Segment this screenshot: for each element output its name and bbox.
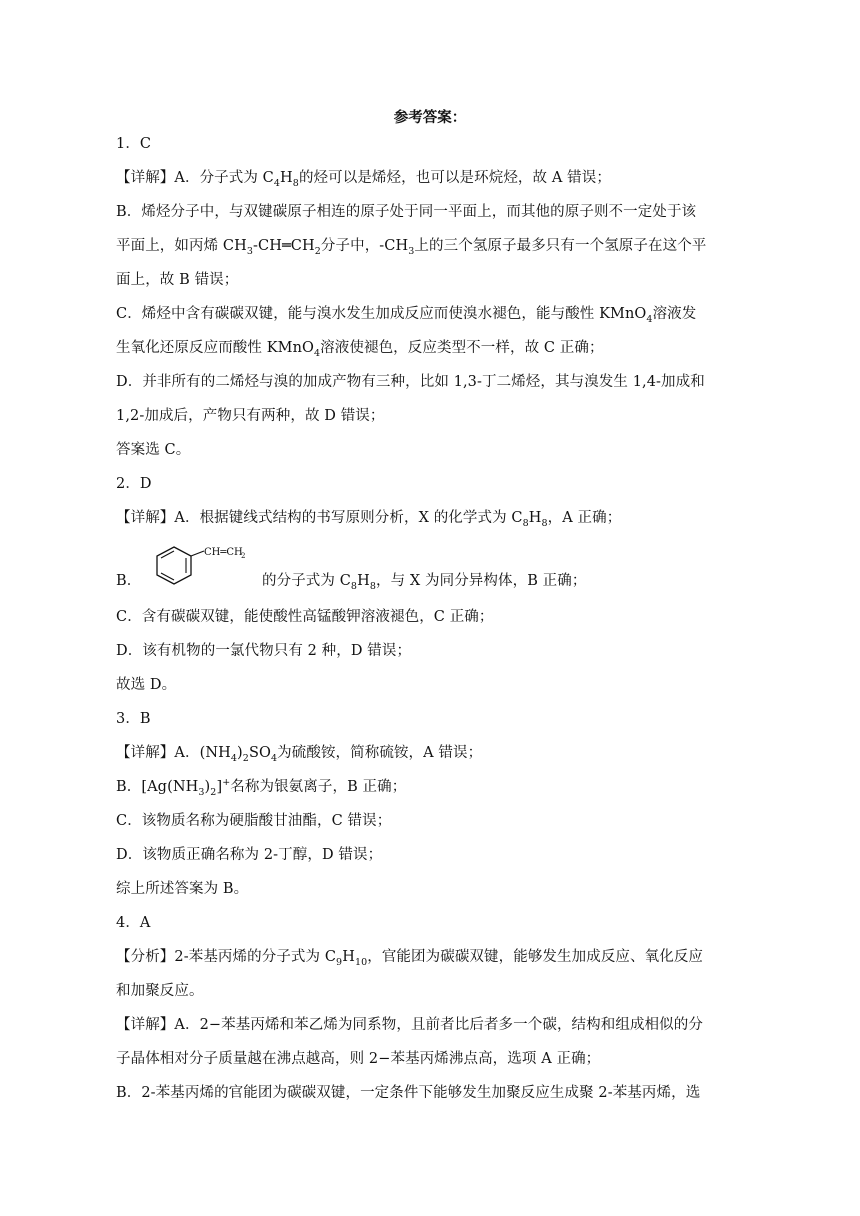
answer-3-detail-a: 【详解】A．$(NH_4)_2SO_4$为硫酸铵，简称硫铵，A 错误； [116,745,483,764]
answer-4-detail-a-line2: 子晶体相对分子质量越在沸点越高，则 2−苯基丙烯沸点高，选项 A 正确； [116,1051,601,1067]
answer-1-detail-a: 【详解】A．分子式为 $C_4H_8$的烃可以是烯烃，也可以是环烷烃，故 A 错误； [116,170,611,189]
answer-3-detail-b: B．$[Ag(NH_3)_2]^+$名称为银氨离子，B 正确； [116,777,407,798]
answer-1-detail-c-line2: 生氧化还原反应而酸性 KMnO$_4$溶液使褪色，反应类型不一样，故 C 正确； [116,340,604,359]
answer-1-detail-d-line2: 1,2-加成后，产物只有两种，故 D 错误； [116,408,385,424]
answer-1-detail-b-line2: 平面上，如丙烯 $CH_3-CH═CH_2$分子中，$-CH_3$上的三个氢原子最多只有一个氢原子在这个平 [116,238,707,257]
answer-2-detail-c: C．含有碳碳双键，能使酸性高锰酸钾溶液褪色，C 正确； [116,609,494,625]
answer-3-detail-d: D．该物质正确名称为 2-丁醇，D 错误； [116,847,383,863]
benzene-ring-icon [152,544,248,590]
vinyl-group-label: CH═CH [204,547,243,558]
answer-2-detail-b: 的分子式为 $C_8H_8$，与 X 为同分异构体，B 正确； [262,573,587,592]
answer-3-heading: 3．B [116,711,151,727]
answer-2-detail-d: D．该有机物的一氯代物只有 2 种，D 错误； [116,643,412,659]
answer-2-heading: 2．D [116,476,152,492]
answer-2-detail-a: 【详解】A．根据键线式结构的书写原则分析，X 的化学式为 $C_8H_8$，A 正确； [116,510,622,529]
answer-4-analysis-line1: 【分析】2-苯基丙烯的分子式为 $C_9H_{10}$，官能团为碳碳双键，能够发生加成反应、氧化反应 [116,949,704,968]
answer-3-detail-c: C．该物质名称为硬脂酸甘油酯，C 错误； [116,813,392,829]
answer-4-analysis-line2: 和加聚反应。 [116,983,204,999]
answer-2-detail-b-prefix: B． [116,573,142,589]
answer-1-conclusion: 答案选 C。 [116,442,191,458]
vinyl-group-subscript: 2 [241,552,246,560]
answer-2-conclusion: 故选 D。 [116,677,177,693]
answer-4-heading: 4．A [116,915,151,931]
answer-1-detail-b-line1: B．烯烃分子中，与双键碳原子相连的原子处于同一平面上，而其他的原子则不一定处于该 [116,204,697,220]
answer-4-detail-a-line1: 【详解】A．2−苯基丙烯和苯乙烯为同系物，且前者比后者多一个碳，结构和组成相似的分 [116,1017,703,1033]
page-title: 参考答案： [393,109,467,126]
styrene-structure-figure [152,544,248,590]
answer-3-conclusion: 综上所述答案为 B。 [116,881,249,897]
answer-1-detail-b-line3: 面上，故 B 错误； [116,272,239,288]
answer-4-detail-b-line1: B．2-苯基丙烯的官能团为碳碳双键，一定条件下能够发生加聚反应生成聚 2-苯基丙烯，选 [116,1085,701,1101]
answer-1-detail-d-line1: D．并非所有的二烯烃与溴的加成产物有三种，比如 1,3-丁二烯烃，其与溴发生 1,4-加成和 [116,374,705,390]
answer-1-detail-c-line1: C．烯烃中含有碳碳双键，能与溴水发生加成反应而使溴水褪色，能与酸性 KMnO$_4$溶液发 [116,306,697,325]
answer-1-heading: 1．C [116,136,152,152]
